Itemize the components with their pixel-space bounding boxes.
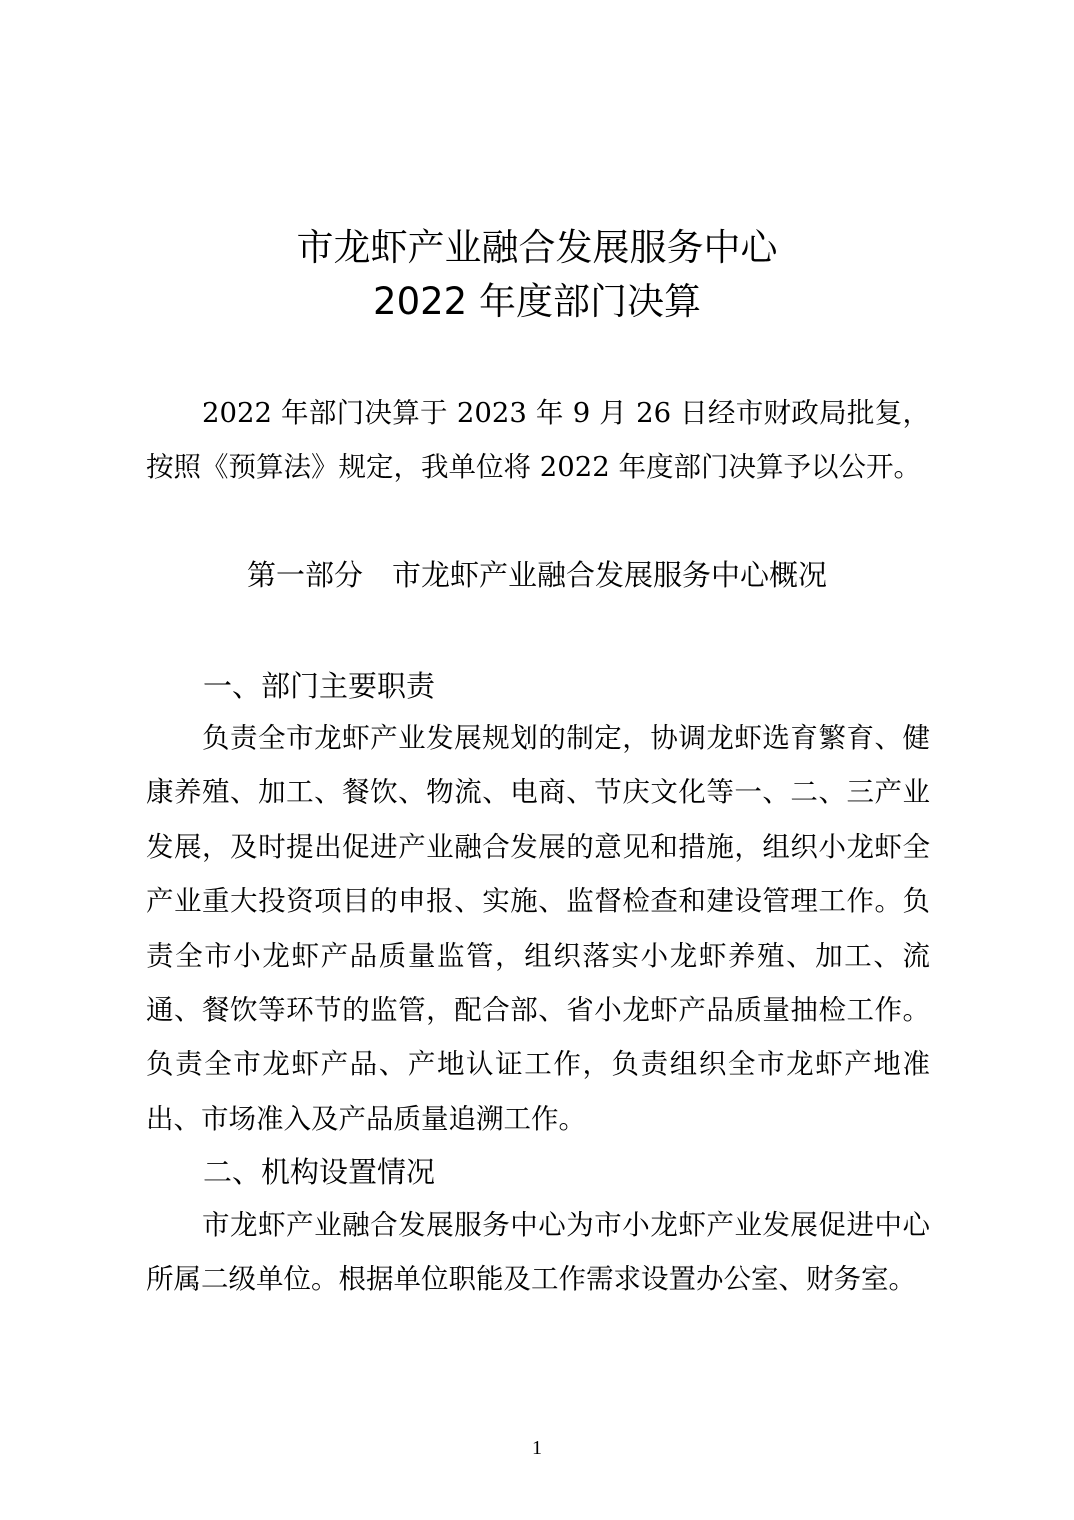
section-2-body: 市龙虾产业融合发展服务中心为市小龙虾产业发展促进中心所属二级单位。根据单位职能及工作需求设置办公室、财务室。 (146, 1209, 930, 1296)
document-title-line-1: 市龙虾产业融合发展服务中心 (296, 226, 778, 269)
part-one-heading: 第一部分 市龙虾产业融合发展服务中心概况 (246, 558, 827, 592)
page-number: 1 (532, 1437, 542, 1459)
section-2-heading: 二、机构设置情况 (203, 1155, 436, 1189)
document-title-line-2: 2022 年度部门决算 (373, 280, 701, 323)
section-1-body: 负责全市龙虾产业发展规划的制定，协调龙虾选育繁育、健康养殖、加工、餐饮、物流、电商、节庆文化等一、二、三产业发展，及时提出促进产业融合发展的意见和措施，组织小龙虾全产业重大投资项目的申报、实施、监督检查和建设管理工作。负责全市小龙虾产品质量监管，组织落实小龙虾养殖、加工、流通、餐饮等环节的监管，配合部、省小龙虾产品质量抽检工作。负责全市龙虾产品、产地认证工作，负责组织全市龙虾产地准出、市场准入及产品质量追溯工作。 (146, 722, 930, 1135)
section-1-heading: 一、部门主要职责 (203, 669, 436, 703)
intro-paragraph: 2022 年部门决算于 2023 年 9 月 26 日经市财政局批复，按照《预算法》规定，我单位将 2022 年度部门决算予以公开。 (146, 397, 930, 484)
